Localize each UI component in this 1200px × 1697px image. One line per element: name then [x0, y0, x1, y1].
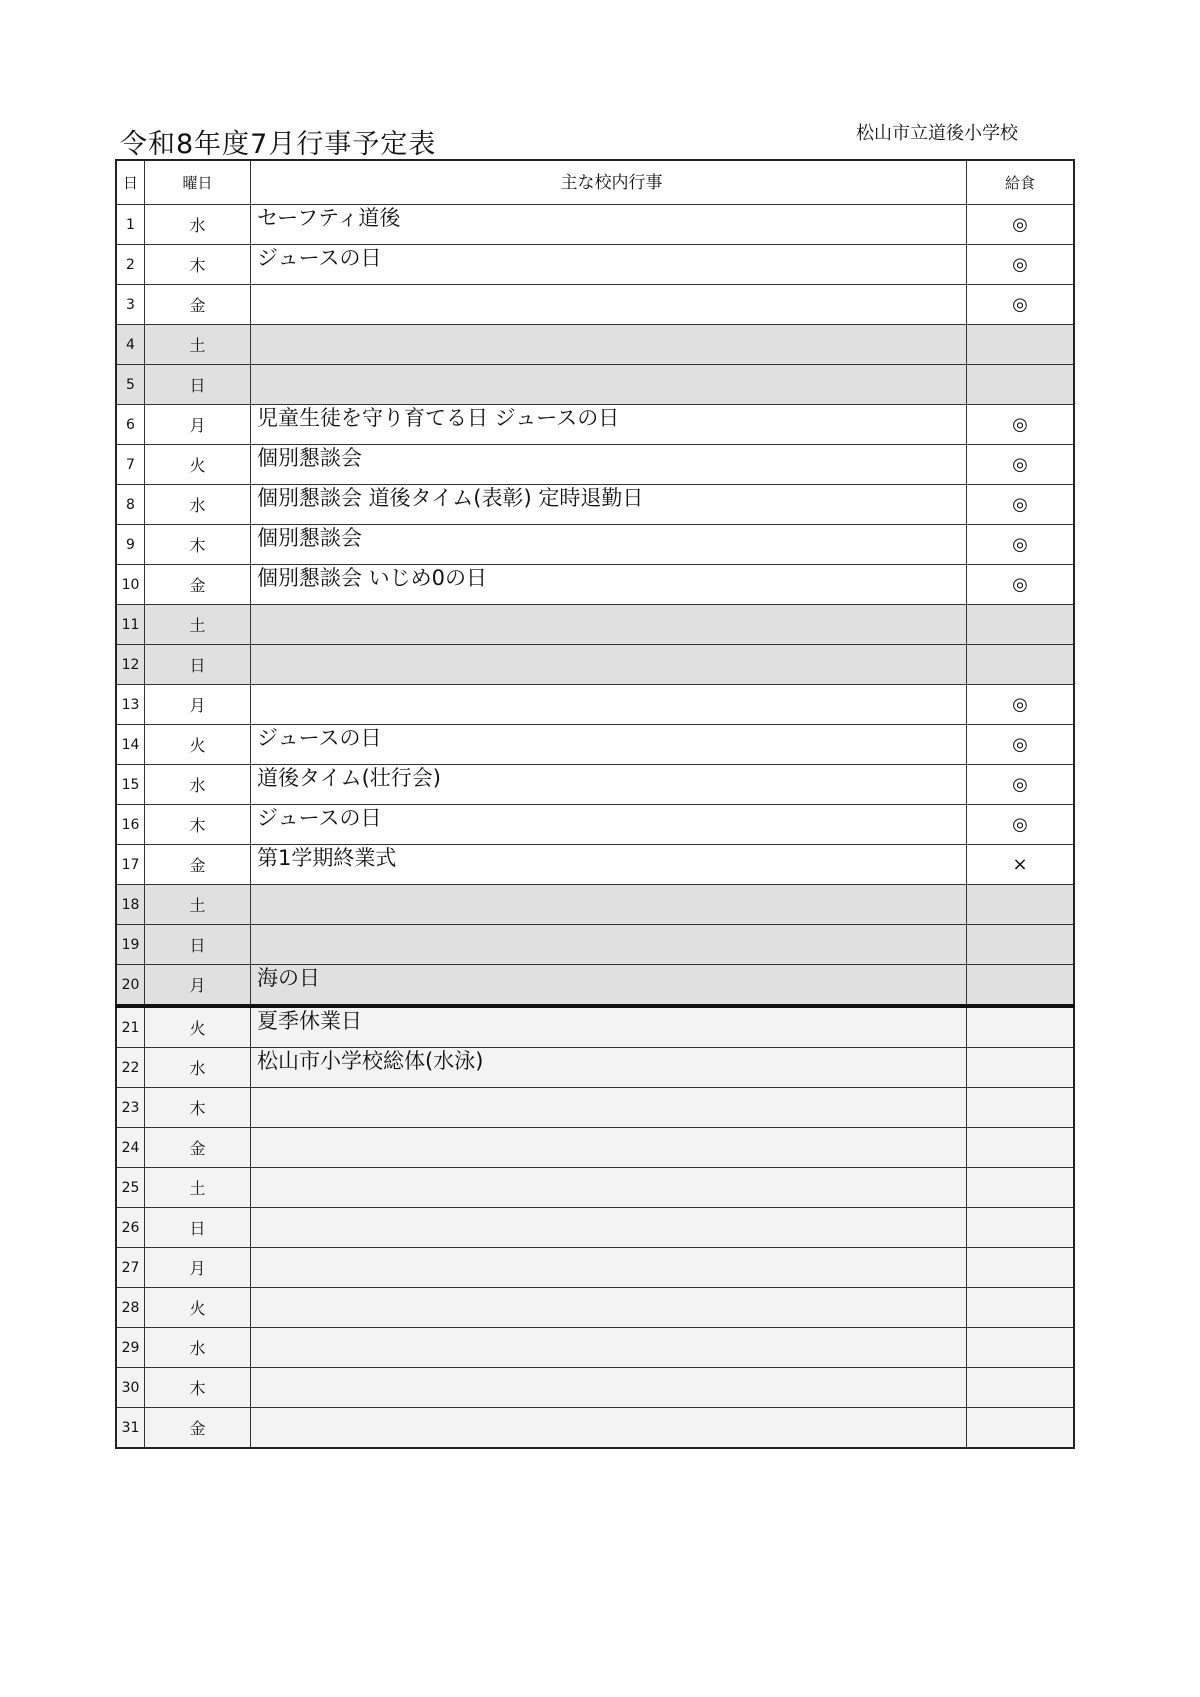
event-cell: 個別懇談会 道後タイム(表彰) 定時退勤日	[251, 485, 967, 525]
day-cell: 19	[116, 925, 145, 965]
weekday-cell: 木	[145, 1368, 251, 1408]
day-cell: 20	[116, 965, 145, 1007]
weekday-cell: 月	[145, 965, 251, 1007]
column-header-day: 日	[116, 160, 145, 205]
lunch-cell	[967, 1408, 1075, 1449]
lunch-cell	[967, 1168, 1075, 1208]
lunch-cell: ×	[967, 845, 1075, 885]
table-row	[116, 1328, 1074, 1368]
day-cell: 2	[116, 245, 145, 285]
weekday-cell: 月	[145, 685, 251, 725]
event-cell: ジュースの日	[251, 725, 967, 765]
schedule-table	[115, 159, 1075, 1449]
lunch-cell	[967, 365, 1075, 405]
day-cell: 4	[116, 325, 145, 365]
event-cell	[251, 925, 967, 965]
table-row	[116, 325, 1074, 365]
weekday-cell: 火	[145, 445, 251, 485]
day-cell: 22	[116, 1048, 145, 1088]
event-cell	[251, 1408, 967, 1449]
weekday-cell: 火	[145, 725, 251, 765]
table-row	[116, 525, 1074, 565]
lunch-cell	[967, 965, 1075, 1007]
event-cell: 松山市小学校総体(水泳)	[251, 1048, 967, 1088]
lunch-cell	[967, 1088, 1075, 1128]
table-row	[116, 685, 1074, 725]
weekday-cell: 木	[145, 525, 251, 565]
event-cell: 児童生徒を守り育てる日 ジュースの日	[251, 405, 967, 445]
weekday-cell: 火	[145, 1288, 251, 1328]
event-cell: 第1学期終業式	[251, 845, 967, 885]
day-cell: 6	[116, 405, 145, 445]
day-cell: 27	[116, 1248, 145, 1288]
weekday-cell: 月	[145, 1248, 251, 1288]
weekday-cell: 木	[145, 245, 251, 285]
lunch-cell	[967, 325, 1075, 365]
weekday-cell: 土	[145, 1168, 251, 1208]
table-row	[116, 365, 1074, 405]
event-cell	[251, 645, 967, 685]
event-cell: 個別懇談会	[251, 525, 967, 565]
event-cell	[251, 885, 967, 925]
weekday-cell: 金	[145, 1408, 251, 1449]
lunch-cell: ◎	[967, 485, 1075, 525]
event-cell	[251, 685, 967, 725]
table-row	[116, 1408, 1074, 1449]
table-row	[116, 645, 1074, 685]
day-cell: 29	[116, 1328, 145, 1368]
lunch-cell	[967, 1248, 1075, 1288]
weekday-cell: 水	[145, 1048, 251, 1088]
table-row	[116, 565, 1074, 605]
event-cell	[251, 1248, 967, 1288]
page-title: 令和8年度7月行事予定表	[120, 129, 437, 160]
day-cell: 7	[116, 445, 145, 485]
lunch-cell	[967, 1128, 1075, 1168]
lunch-cell: ◎	[967, 285, 1075, 325]
table-row	[116, 885, 1074, 925]
day-cell: 8	[116, 485, 145, 525]
event-cell	[251, 325, 967, 365]
event-cell: 個別懇談会	[251, 445, 967, 485]
lunch-cell	[967, 1328, 1075, 1368]
weekday-cell: 水	[145, 205, 251, 245]
column-header-events: 主な校内行事	[251, 160, 967, 205]
day-cell: 23	[116, 1088, 145, 1128]
day-cell: 28	[116, 1288, 145, 1328]
table-row	[116, 725, 1074, 765]
day-cell: 14	[116, 725, 145, 765]
table-row	[116, 1088, 1074, 1128]
event-cell	[251, 1288, 967, 1328]
day-cell: 31	[116, 1408, 145, 1449]
event-cell: 道後タイム(壮行会)	[251, 765, 967, 805]
table-row	[116, 605, 1074, 645]
day-cell: 11	[116, 605, 145, 645]
table-row	[116, 1048, 1074, 1088]
lunch-cell: ◎	[967, 405, 1075, 445]
lunch-cell	[967, 645, 1075, 685]
event-cell: ジュースの日	[251, 245, 967, 285]
event-cell: ジュースの日	[251, 805, 967, 845]
day-cell: 10	[116, 565, 145, 605]
event-cell	[251, 285, 967, 325]
table-row	[116, 925, 1074, 965]
column-header-lunch: 給食	[967, 160, 1075, 205]
school-name: 松山市立道後小学校	[856, 123, 1018, 144]
lunch-cell	[967, 925, 1075, 965]
event-cell	[251, 1168, 967, 1208]
table-row	[116, 1248, 1074, 1288]
event-cell	[251, 1208, 967, 1248]
event-cell	[251, 1368, 967, 1408]
weekday-cell: 金	[145, 1128, 251, 1168]
schedule-body	[116, 205, 1074, 1449]
weekday-cell: 木	[145, 1088, 251, 1128]
day-cell: 15	[116, 765, 145, 805]
table-row	[116, 845, 1074, 885]
table-row	[116, 245, 1074, 285]
table-row	[116, 405, 1074, 445]
weekday-cell: 日	[145, 645, 251, 685]
lunch-cell: ◎	[967, 725, 1075, 765]
weekday-cell: 水	[145, 1328, 251, 1368]
event-cell	[251, 1328, 967, 1368]
column-header-weekday: 曜日	[145, 160, 251, 205]
weekday-cell: 水	[145, 765, 251, 805]
event-cell	[251, 605, 967, 645]
weekday-cell: 日	[145, 925, 251, 965]
day-cell: 18	[116, 885, 145, 925]
weekday-cell: 日	[145, 365, 251, 405]
day-cell: 5	[116, 365, 145, 405]
weekday-cell: 金	[145, 565, 251, 605]
table-row	[116, 965, 1074, 1007]
weekday-cell: 水	[145, 485, 251, 525]
lunch-cell	[967, 1208, 1075, 1248]
event-cell: セーフティ道後	[251, 205, 967, 245]
weekday-cell: 金	[145, 845, 251, 885]
lunch-cell	[967, 1288, 1075, 1328]
day-cell: 26	[116, 1208, 145, 1248]
day-cell: 30	[116, 1368, 145, 1408]
weekday-cell: 月	[145, 405, 251, 445]
table-row	[116, 1168, 1074, 1208]
lunch-cell	[967, 1048, 1075, 1088]
event-cell	[251, 1088, 967, 1128]
lunch-cell: ◎	[967, 205, 1075, 245]
weekday-cell: 土	[145, 325, 251, 365]
weekday-cell: 日	[145, 1208, 251, 1248]
event-cell: 海の日	[251, 965, 967, 1007]
table-row	[116, 1006, 1074, 1048]
event-cell	[251, 365, 967, 405]
event-cell	[251, 1128, 967, 1168]
table-header-row	[116, 160, 1074, 205]
weekday-cell: 金	[145, 285, 251, 325]
lunch-cell: ◎	[967, 685, 1075, 725]
table-row	[116, 205, 1074, 245]
day-cell: 12	[116, 645, 145, 685]
event-cell: 個別懇談会 いじめ0の日	[251, 565, 967, 605]
lunch-cell: ◎	[967, 525, 1075, 565]
table-row	[116, 285, 1074, 325]
weekday-cell: 土	[145, 885, 251, 925]
lunch-cell: ◎	[967, 445, 1075, 485]
day-cell: 13	[116, 685, 145, 725]
weekday-cell: 木	[145, 805, 251, 845]
table-row	[116, 445, 1074, 485]
day-cell: 24	[116, 1128, 145, 1168]
lunch-cell: ◎	[967, 245, 1075, 285]
day-cell: 17	[116, 845, 145, 885]
table-row	[116, 1208, 1074, 1248]
weekday-cell: 土	[145, 605, 251, 645]
lunch-cell: ◎	[967, 805, 1075, 845]
lunch-cell	[967, 1368, 1075, 1408]
lunch-cell	[967, 885, 1075, 925]
event-cell: 夏季休業日	[251, 1006, 967, 1048]
lunch-cell	[967, 605, 1075, 645]
day-cell: 16	[116, 805, 145, 845]
day-cell: 21	[116, 1006, 145, 1048]
table-row	[116, 485, 1074, 525]
table-row	[116, 1368, 1074, 1408]
table-row	[116, 765, 1074, 805]
table-row	[116, 1288, 1074, 1328]
day-cell: 3	[116, 285, 145, 325]
table-row	[116, 1128, 1074, 1168]
day-cell: 1	[116, 205, 145, 245]
table-row	[116, 805, 1074, 845]
lunch-cell	[967, 1006, 1075, 1048]
weekday-cell: 火	[145, 1006, 251, 1048]
lunch-cell: ◎	[967, 765, 1075, 805]
day-cell: 25	[116, 1168, 145, 1208]
lunch-cell: ◎	[967, 565, 1075, 605]
day-cell: 9	[116, 525, 145, 565]
